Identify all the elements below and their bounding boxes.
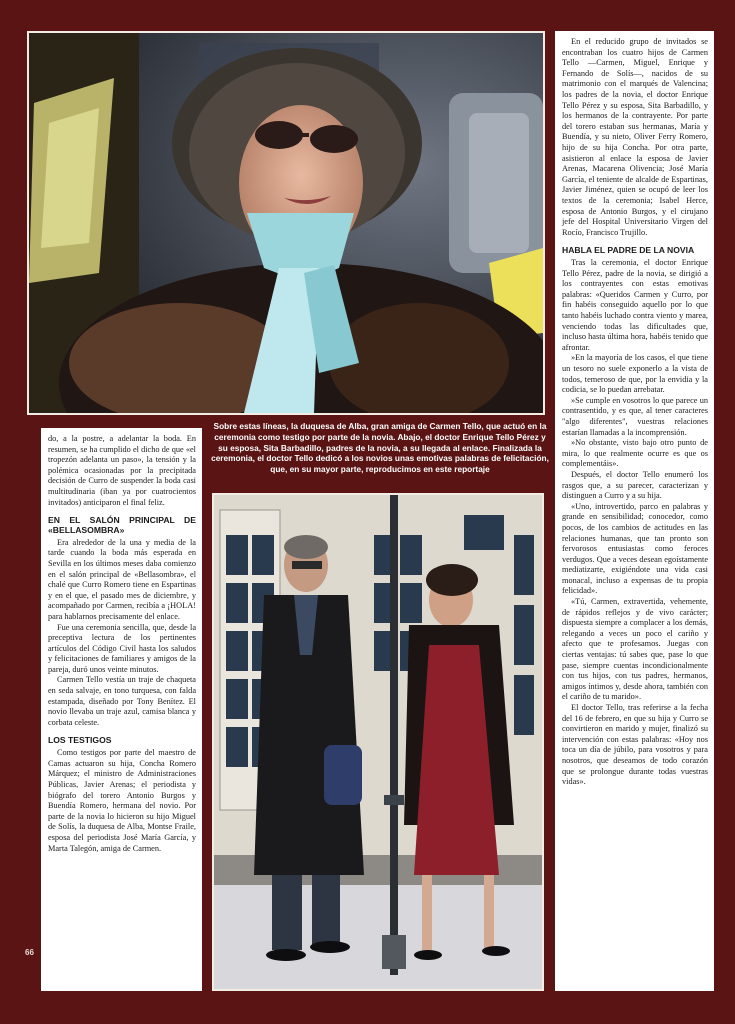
duchess-photo-image [29,33,543,413]
left-paragraph-4: Carmen Tello vestía un traje de chaqueta en seda salvaje, en tono turquesa, con falda estampada, diseñado por Tony Benítez. El novio llevaba un traje azul, camisa blanca y corbata celeste. [48,675,196,727]
right-paragraph-8: «Tú, Carmen, extravertida, vehemente, de rápidos reflejos y de vivo carácter; dispuesta siempre a complacer a los demás, relegando a veces un poco el cariño y afecto que te profesamos. Juegas con ciertas ventajas: tú sabes que, pase lo que pase, siempre cuentas incondicionalmente con tus hijos, con tus padres, hermanos, amigos íntimos y, desde ahora, también con el cariño de tu marido». [562,597,708,702]
parents-photo [212,493,544,991]
left-paragraph-5: Como testigos por parte del maestro de Camas actuaron su hija, Concha Romero Márquez; el ministro de Administraciones Públicas, Javier Arenas; el periodista y biógrafo del torero Antonio Burgos y Buendía Romero, hermana del novio. Por parte de la novia lo hicieron su hijo Miguel de Solís, la duquesa de Alba, Montse Fraile, esposa del periodista José María García, y Marta Talegón, amiga de Carmen. [48,748,196,853]
left-paragraph-2: Era alrededor de la una y media de la tarde cuando la boda más esperada en Sevilla en los últimos meses daba comienzo en el salón principal de «Bellasombra», el chalé que Curro Romero tiene en Espartinas y en el que, el pasado mes de diciembre, y acompañado por Carmen, recibía a ¡HOLA! para hablarnos precisamente del enlace. [48,537,196,621]
right-paragraph-9: El doctor Tello, tras referirse a la fecha del 16 de febrero, en que su hija y Curro se convirtieron en marido y mujer, finalizó su intervención con estas palabras: «Hoy nos toca un día de júbilo, para vosotros y para nosotros, que deseamos de todo corazón que se prolongue durante todas vuestras vidas». [562,703,708,787]
right-text-column [555,31,714,991]
photo-caption: Sobre estas líneas, la duquesa de Alba, gran amiga de Carmen Tello, que actuó en la ceremonia como testigo por parte de la novia. Abajo, el doctor Enrique Tello Pérez y su esposa, Sita Barbadillo, padres de la novia, a su llegada al enlace. Finalizada la ceremonia, el doctor Tello dedicó a los novios unas emotivas palabras de felicitación, que, en su mayor parte, reproducimos en este reportaje [211,421,549,475]
duchess-photo [27,31,545,415]
right-paragraph-2: Tras la ceremonia, el doctor Enrique Tello Pérez, padre de la novia, se dirigió a los contrayentes con estas emotivas palabras: «Queridos Carmen y Curro, por fin habéis conseguido aquello por lo que tanto habéis luchado contra viento y marea, venciendo todas las dificultades que, incluso hasta última hora, habéis tenido que afrontar. [562,258,708,352]
left-paragraph-1: do, a la postre, a adelantar la boda. En resumen, se ha cumplido el dicho de que «el tropezón adelanta un paso», la tensión y la polémica ocasionadas por la precipitada decisión de Curro de suspender la boda casi multitudinaria (iban ya por cuatrocientos invitados) anticiparon el final feliz. [48,434,196,507]
right-paragraph-5: »No obstante, visto bajo otro punto de mira, lo que realmente ocurre es que os complementáis». [562,438,708,469]
right-paragraph-6: Después, el doctor Tello enumeró los rasgos que, a su parecer, caracterizan y distinguen a Curro y a su hija. [562,469,708,501]
right-paragraph-7: «Uno, introvertido, parco en palabras y grande en sensibilidad; conocedor, como pocos, de los cambios de actitudes en las relaciones humanas, que tan pronto son fervorosos entusiastas como feroces verdugos. Que a veces desean egoístamente mediatizarte, exigiéndote una vida casi monacal, incluso a expensas de tu propia felicidad». [562,501,708,596]
left-paragraph-3: Fue una ceremonia sencilla, que, desde la preceptiva lectura de los pertinentes artículos del Código Civil hasta los saludos y felicitaciones de familiares y amigos de la pareja, duró unos veinte minutos. [48,622,196,674]
right-heading-padre: HABLA EL PADRE DE LA NOVIA [562,245,695,256]
page-number: 66 [25,948,34,957]
left-heading-testigos: LOS TESTIGOS [48,735,112,746]
parents-photo-image [214,495,542,989]
right-paragraph-3: »En la mayoría de los casos, el que tiene un tesoro no suele exponerlo a la vista de todos, temeroso de que, por la envidia y la codicia, se lo puedan arrebatar. [562,353,708,395]
right-paragraph-4: »Se cumple en vosotros lo que parece un contrasentido, y es que, al tener caracteres "algo diferentes", vuestras relaciones estarían llamadas a la incomprensión. [562,395,708,437]
left-heading-salon: EN EL SALÓN PRINCIPAL DE «BELLASOMBRA» [48,515,196,535]
right-paragraph-1: En el reducido grupo de invitados se encontraban los cuatro hijos de Carmen Tello —Carmen, Miguel, Enrique y Fernando de Solís—, nacidos de su matrimonio con el marqués de Valencina; los padres de la novia, el doctor Enrique Tello Pérez y su esposa, Sita Barbadillo, y los hermanos de la contrayente. Por parte del torero estaban sus hermanas, María y Buendía, y su nieto, Oliver Ferry Romero, hijo de su hija Concha. Por otra parte, asistieron al enlace la esposa de Javier Arenas, Macarena Olivencia; José María García, el teniente de alcalde de Espartinas, Javier Jiménez, quien se ocupó de leer los textos de la ceremonia; Isabel Herce, esposa de Antonio Burgos, y el cirujano jefe del Hospital Universitario Virgen del Rocío, Francisco Trujillo. [562,37,708,237]
left-text-column [41,428,202,991]
